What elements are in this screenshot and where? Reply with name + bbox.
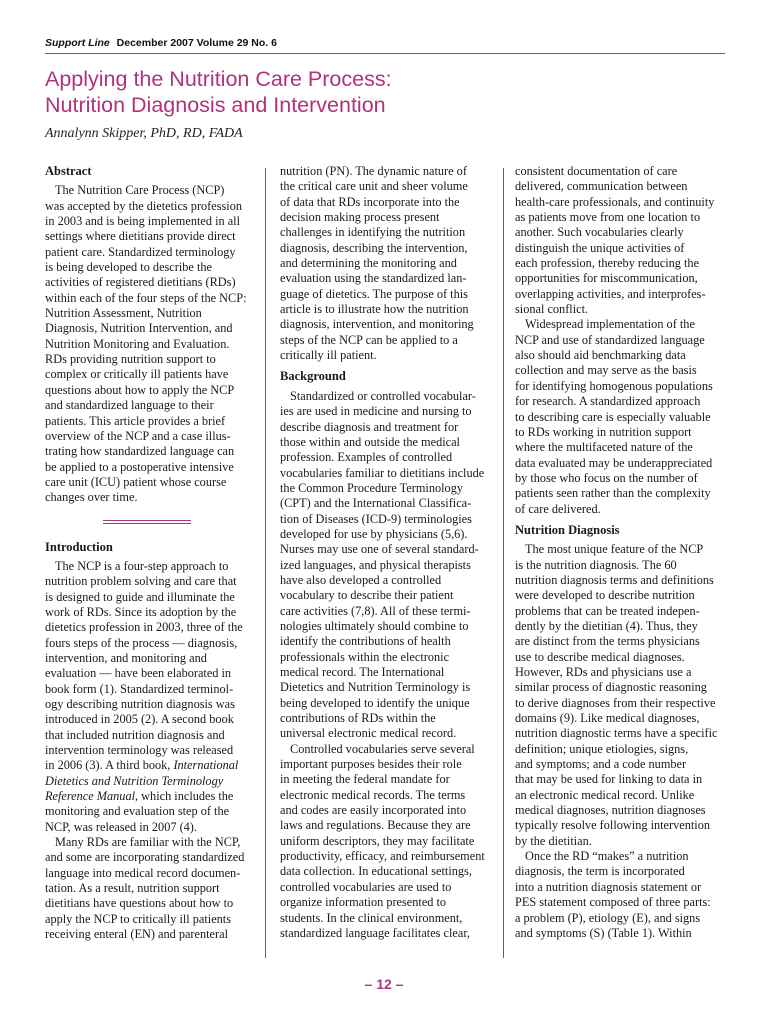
text-line: and codes are easily incorporated into [280,803,467,818]
text-line: dietetics profession in 2003, three of the [45,620,243,635]
text-line: of data that RDs incorporate into the [280,194,460,209]
column-3 [515,164,727,941]
text-line: Many RDs are familiar with the NCP, [55,835,241,850]
issue-info: December 2007 Volume 29 No. 6 [116,37,277,49]
column-1 [45,164,255,943]
continued-paragraph [280,164,492,363]
text-line: those within and outside the medical [280,434,460,449]
text-line: ized languages, and physical therapists [280,557,471,572]
text-line: nutrition diagnosis terms and definitions [515,572,714,587]
text-line: important purposes besides their role [280,757,462,772]
running-header [45,37,725,49]
text-line: electronic medical records. The terms [280,787,466,802]
header-rule [45,53,725,54]
text-line: the Common Procedure Terminology [280,480,463,495]
text-line: for research. A standardized approach [515,394,701,409]
text-line: dietitians have questions about how to [45,896,234,911]
book-title-line-c [45,789,255,804]
text-line: domains (9). Like medical diagnoses, [515,711,700,726]
text-line: that included nutrition diagnosis and [45,727,225,742]
text-line: NCP and use of standardized language [515,332,705,347]
text-line: critically ill patient. [280,348,377,363]
text-line: challenges in identifying the nutrition [280,225,466,240]
text-line: introduced in 2005 (2). A second book [45,712,234,727]
text-line: and some are incorporating standardized [45,850,245,865]
text-line: care unit (ICU) patient whose course [45,474,227,489]
column-2 [280,164,492,941]
text-line: questions about how to apply the NCP [45,382,235,397]
text-line: opportunities for miscommunication, [515,271,698,286]
text-line: NCP, was released in 2007 (4). [45,819,197,834]
author-byline: Annalynn Skipper, PhD, RD, FADA [45,126,243,141]
text-line: PES statement composed of three parts: [515,895,711,910]
text-line: The most unique feature of the NCP [525,542,704,557]
text-line: professionals within the electronic [280,649,450,664]
text-line: also should aid benchmarking data [515,348,686,363]
text-line: students. In the clinical environment, [280,910,463,925]
text-line: Nurses may use one of several standard- [280,542,479,557]
background-paragraph-2 [280,742,492,941]
text-line: fours steps of the process — diagnosis, [45,635,238,650]
text-line: work of RDs. Since its adoption by the [45,604,237,619]
text-line: is designed to guide and illuminate the [45,589,235,604]
text-line: language into medical record documen- [45,865,241,880]
text-line: were developed to describe nutrition [515,588,695,603]
text-line: in 2003 and is being implemented in all [45,214,241,229]
text-line: consistent documentation of care [515,164,678,178]
text-line: data evaluated may be underappreciated [515,455,713,470]
text-line: overview of the NCP and a case illus- [45,428,231,443]
text-line: of care delivered. [515,501,601,516]
text-line: problems that can be treated indepen- [515,603,700,618]
text-line: the critical care unit and sheer volume [280,179,468,194]
text-line: uniform descriptors, they may facilitate [280,833,475,848]
text-line: patient care. Standardized terminology [45,244,236,259]
introduction-paragraph-1 [45,559,255,835]
text-line: within each of the four steps of the NCP: [45,290,247,305]
text-line: Diagnosis, Nutrition Intervention, and [45,321,233,336]
column-rule-2 [503,168,504,958]
text-line: distinguish the unique activities of [515,240,685,255]
text-line: apply the NCP to critically ill patients [45,911,232,926]
background-paragraph-1 [280,389,492,742]
text-line: controlled vocabularies are used to [280,879,452,894]
text-line: for identifying homogenous populations [515,378,713,393]
text-line: describe diagnosis and treatment for [280,419,459,434]
text-line: delivered, communication between [515,179,688,194]
text-line: to derive diagnoses from their respective [515,695,716,710]
text-line: definition; unique etiologies, signs, [515,741,689,756]
text-line: article is to illustrate how the nutrition [280,302,469,317]
book-title-part-c: Reference Manual [45,789,136,804]
text-line: guage of dietetics. The purpose of this [280,286,468,301]
abstract-heading: Abstract [45,164,92,178]
text-line: complex or critically ill patients have [45,367,229,382]
text-line: was accepted by the dietetics profession [45,198,243,213]
journal-name: Support Line [45,37,110,49]
text-line: universal electronic medical record. [280,726,457,741]
text-line: care activities (7,8). All of these termi- [280,603,471,618]
text-line: and symptoms; and a code number [515,757,687,772]
text-line: data collection. In educational settings, [280,864,472,879]
text-line: settings where dietitians provide direct [45,229,236,244]
nutrition-diagnosis-paragraph-2 [515,849,727,941]
text-line: RDs providing nutrition support to [45,352,216,367]
text-line: be applied to a postoperative intensive [45,459,234,474]
text-line: medical record. The International [280,665,445,679]
text-line: and standardized language to their [45,398,214,413]
text-line: diagnosis, intervention, and monitoring [280,317,474,332]
text-line: productivity, efficacy, and reimbursement [280,849,485,864]
title-line-1: Applying the Nutrition Care Process: [45,67,392,91]
text-line: steps of the NCP can be applied to a [280,332,458,347]
introduction-heading: Introduction [45,539,113,554]
introduction-paragraph-2 [45,835,255,942]
text-line: to RDs working in nutrition support [515,424,692,439]
text-line: standardized language facilitates clear, [280,925,471,940]
text-line: by the dietitian. [515,833,592,848]
text-line: laws and regulations. Because they are [280,818,471,833]
text-line: medical diagnoses, nutrition diagnoses [515,803,706,818]
article-title [45,66,725,118]
text-line: nutrition (PN). The dynamic nature of [280,164,467,178]
text-line: is the nutrition diagnosis. The 60 [515,557,677,572]
text-line: collection and may serve as the basis [515,363,697,378]
book-reference-line [45,758,255,773]
text-line: patients. This article provides a brief [45,413,226,428]
text-line: The Nutrition Care Process (NCP) [55,183,225,198]
text-line: health-care professionals, and continuity [515,194,715,209]
text-line: (CPT) and the International Classifica- [280,496,472,511]
text-line: a problem (P), etiology (E), and signs [515,910,701,925]
text-line: is being developed to describe the [45,260,212,275]
text-line: Nutrition Monitoring and Evaluation. [45,336,230,351]
text-line: overlapping activities, and interprofes- [515,286,706,301]
text-line: tion of Diseases (ICD-9) terminologies [280,511,472,526]
text-line: typically resolve following intervention [515,818,710,833]
text-line: being developed to identify the unique [280,695,470,710]
text-line: to describing care is especially valuable [515,409,711,424]
text-line: Nutrition Assessment, Nutrition [45,306,202,321]
text-line: use to describe medical diagnoses. [515,649,685,664]
text-line: by those who focus on the number of [515,470,698,485]
nutrition-diagnosis-heading: Nutrition Diagnosis [515,522,620,537]
text-line: and determining the monitoring and [280,256,457,271]
text-line: have also developed a controlled [280,572,442,587]
text-line: in meeting the federal mandate for [280,772,450,787]
text-line: identify the contributions of health [280,634,451,649]
title-line-2: Nutrition Diagnosis and Intervention [45,93,386,117]
text-line: The NCP is a four-step approach to [55,558,229,573]
text-line: patients seen rather than the complexity [515,486,711,501]
book-suffix: , which includes the [135,789,234,804]
abstract-paragraph [45,183,255,505]
column-rule-1 [265,168,266,958]
text-line: intervention, and monitoring and [45,650,207,665]
text-line: evaluation — have been elaborated in [45,666,232,681]
text-line: vocabulary to describe their patient [280,588,454,603]
text-line: Widespread implementation of the [525,317,695,332]
text-line: ies are used in medicine and nursing to [280,404,472,419]
text-line: monitoring and evaluation step of the [45,804,230,819]
text-line: contributions of RDs within the [280,711,436,726]
text-line: each profession, thereby reducing the [515,256,700,271]
text-line: nologies ultimately should combine to [280,618,469,633]
text-line: nutrition problem solving and care that [45,574,237,589]
text-line: trating how standardized language can [45,444,235,459]
background-heading: Background [280,369,346,384]
text-line: nutrition diagnostic terms have a specific [515,726,718,741]
text-line: where the multifaceted nature of the [515,440,693,455]
section-divider [103,520,191,524]
text-line: ogy describing nutrition diagnosis was [45,697,235,711]
page-number: – 12 – [364,976,404,992]
benchmarking-paragraph [515,317,727,516]
text-line: receiving enteral (EN) and parenteral [45,927,228,942]
text-line: similar process of diagnostic reasoning [515,680,707,695]
text-line: tation. As a result, nutrition support [45,881,220,896]
text-line: an electronic medical record. Unlike [515,787,695,802]
text-line: However, RDs and physicians use a [515,665,692,679]
text-line: book form (1). Standardized terminol- [45,681,234,696]
book-title-part-b: Dietetics and Nutrition Terminology [45,773,224,788]
text-line: into a nutrition diagnosis statement or [515,879,702,894]
text-line: Standardized or controlled vocabular- [290,388,476,403]
text-line: sional conflict. [515,302,589,317]
text-line: Controlled vocabularies serve several [290,741,475,756]
introduction-p1-end [45,804,255,835]
text-line: profession. Examples of controlled [280,450,453,465]
continued-paragraph-col3 [515,164,727,317]
text-line: intervention terminology was released [45,743,234,758]
text-line: changes over time. [45,490,138,505]
text-line: dently by the dietitian (4). Thus, they [515,618,698,633]
text-line: that may be used for linking to data in [515,772,703,787]
text-line: evaluation using the standardized lan- [280,271,467,286]
text-line: decision making process present [280,210,440,225]
text-line: diagnosis, the term is incorporated [515,864,685,879]
book-prefix: in 2006 (3). A third book, [45,758,174,773]
text-line: organize information presented to [280,895,447,910]
text-line: Once the RD “makes” a nutrition [525,849,689,864]
introduction-p1-lines [45,559,255,758]
text-line: vocabularies familiar to dietitians include [280,465,485,480]
book-title-part-a: International [173,758,239,773]
text-line: are distinct from the terms physicians [515,634,700,649]
text-line: another. Such vocabularies clearly [515,225,684,240]
text-line: diagnosis, describing the intervention, [280,240,468,255]
text-line: and symptoms (S) (Table 1). Within [515,925,692,940]
text-line: Dietetics and Nutrition Terminology is [280,680,471,695]
text-line: as patients move from one location to [515,210,701,225]
text-line: activities of registered dietitians (RDs) [45,275,236,290]
nutrition-diagnosis-paragraph-1 [515,542,727,849]
text-line: developed for use by physicians (5,6). [280,526,468,541]
